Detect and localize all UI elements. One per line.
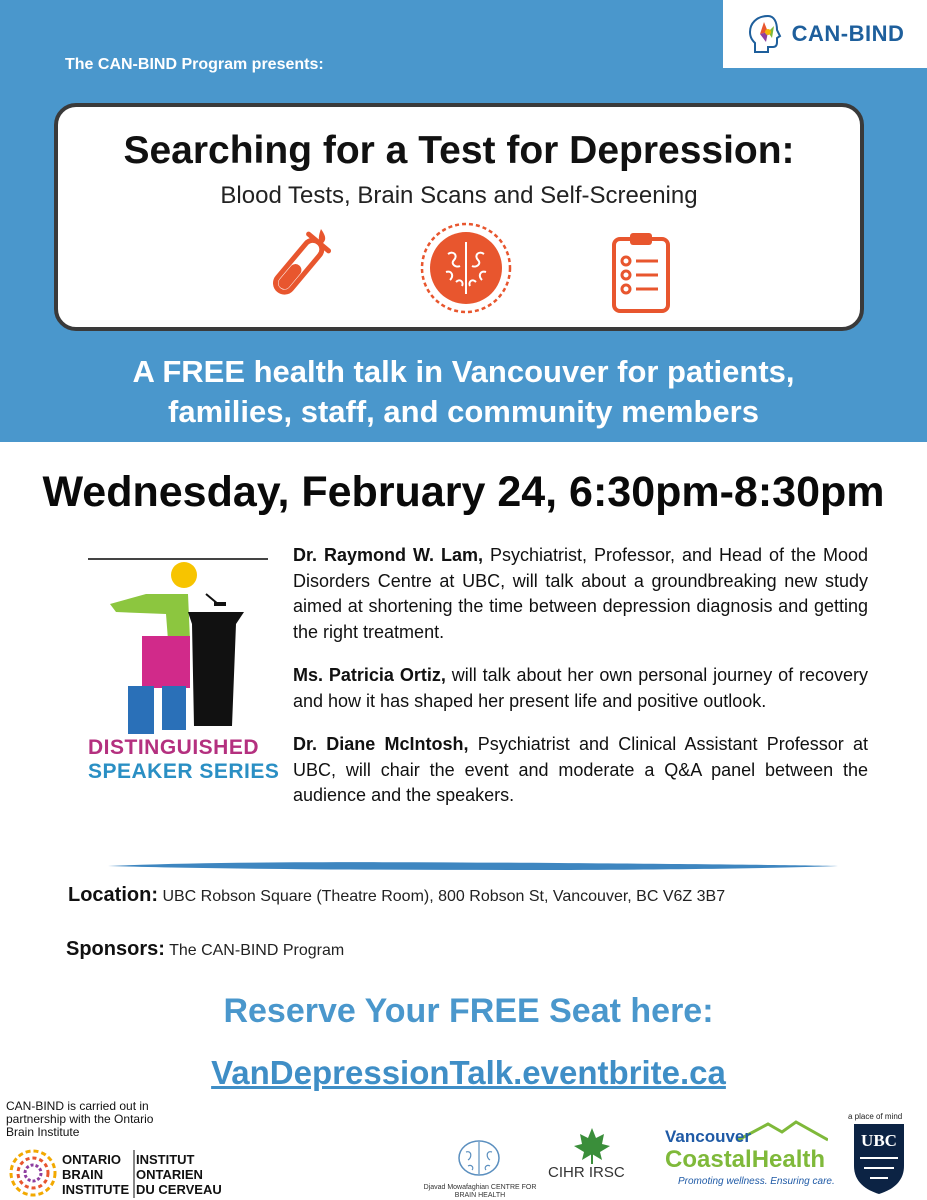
can-bind-logo [723,0,927,68]
obi-french-name [136,1152,222,1197]
obi-en-line: BRAIN [62,1167,104,1182]
page-title: Searching for a Test for Depression: [123,129,795,172]
brush-divider [108,860,838,872]
reserve-heading: Reserve Your FREE Seat here: [223,992,714,1030]
speaker-description: Psychiatrist and Clinical Assistant Professor at UBC, will chair the event and moderate a Q&A panel between the audience and the speakers. [293,734,868,805]
obi-fr-line: ONTARIEN [136,1167,203,1182]
location-value: UBC Robson Square (Theatre Room), 800 Robson St, Vancouver, BC V6Z 3B7 [162,888,726,905]
obi-partnership-note: CAN-BIND is carried out in partnership with the Ontario Brain Institute [6,1099,154,1139]
can-bind-head-icon [746,12,786,56]
test-tube-icon [263,227,333,307]
location-label: Location: [68,884,158,906]
obi-en-line: ONTARIO [62,1152,121,1167]
tagline-line-1: A FREE health talk in Vancouver for patients, [132,354,795,389]
tagline [0,352,927,432]
series-logo-line-2: SPEAKER SERIES [88,760,280,783]
ubc-shield-text: UBC [861,1131,897,1150]
vch-mountain-icon [738,1120,828,1142]
event-date: Wednesday, February 24, 6:30pm-8:30pm [42,468,885,516]
obi-fr-line: DU CERVEAU [136,1182,222,1197]
ubc-shield-logo [852,1122,906,1196]
cihr-text: CIHR IRSC [548,1164,625,1181]
sponsors-label: Sponsors: [66,938,165,960]
speaker-item [293,543,868,645]
sponsors-line [66,938,344,961]
speaker-item [293,663,868,714]
series-logo-line-1: DISTINGUISHED [88,736,260,759]
brain-health-text: Djavad Mowafaghian CENTRE FOR BRAIN HEALTH [423,1184,537,1199]
title-box [54,103,864,331]
speaker-description: Psychiatrist, Professor, and Head of the Mood Disorders Centre at UBC, will talk about a groundbreaking new study aimed at shortening the time between depression diagnosis and getting the right treatment. [293,545,868,642]
vch-logo-line-2: CoastalHealth [665,1146,826,1173]
obi-english-name [62,1152,129,1197]
tagline-line-2: families, staff, and community members [168,394,759,429]
speaker-description: will talk about her own personal journey of recovery and how it has shaped her present life and positive outlook. [293,665,868,711]
clipboard-checklist-icon [610,229,672,315]
cihr-leaf-logo [548,1124,638,1200]
location-line [68,884,725,907]
speaker-name: Ms. Patricia Ortiz, [293,665,446,685]
can-bind-logo-text: CAN-BIND [791,21,905,46]
presents-text: The CAN-BIND Program presents: [65,56,324,73]
speaker-name: Dr. Diane McIntosh, [293,734,469,754]
speaker-list [293,543,868,827]
obi-fr-line: INSTITUT [136,1152,195,1167]
sponsors-value: The CAN-BIND Program [169,942,345,959]
brain-icon [418,220,514,316]
vch-logo-line-1: Vancouver [665,1127,751,1146]
ubc-tagline: a place of mind [848,1112,903,1121]
page-subtitle: Blood Tests, Brain Scans and Self-Screening [220,182,698,209]
obi-en-line: INSTITUTE [62,1182,130,1197]
vch-tagline: Promoting wellness. Ensuring care. [678,1176,835,1187]
speaker-name: Dr. Raymond W. Lam, [293,545,483,565]
eventbrite-link[interactable]: VanDepressionTalk.eventbrite.ca [211,1054,726,1091]
speaker-item [293,732,868,809]
